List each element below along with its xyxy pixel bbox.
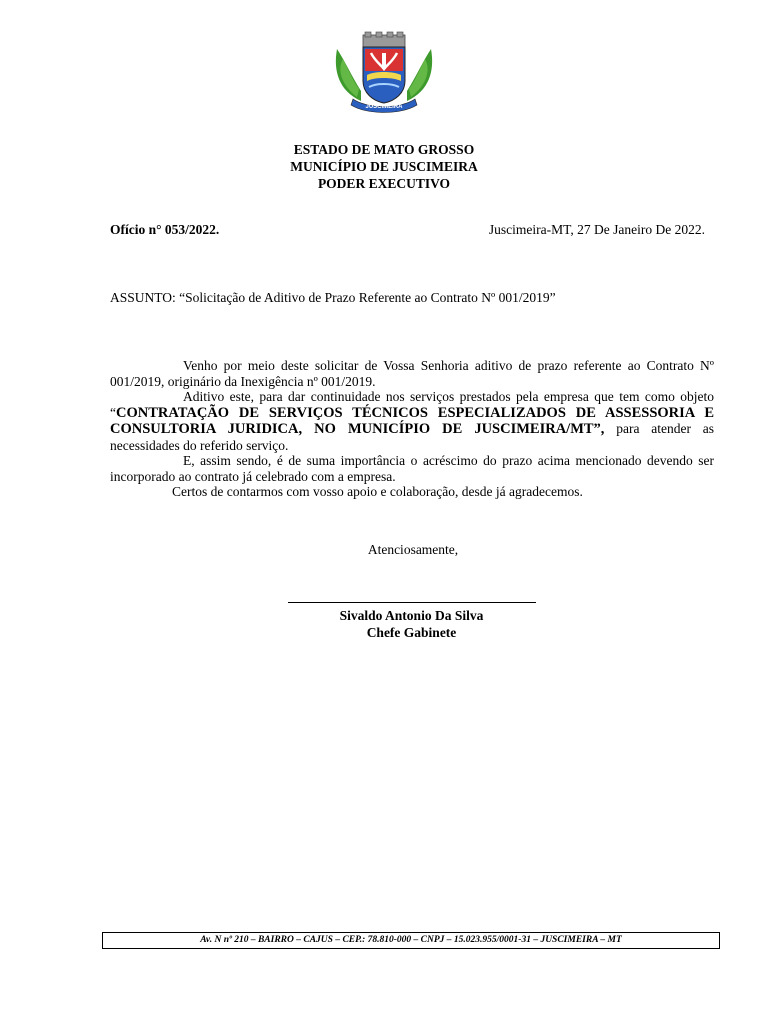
signer-title: Chefe Gabinete — [366, 625, 457, 640]
oficio-number: Ofício n° 053/2022. — [110, 222, 220, 237]
signature-line — [288, 602, 536, 603]
paragraph-importance: E, assim sendo, é de suma importância o acréscimo do prazo acima mencionado devendo ser incorporado ao contrato já celebrado com a empresa. — [110, 453, 714, 484]
paragraph-thanks: Certos de contarmos com vosso apoio e colaboração, desde já agradecemos. — [172, 484, 583, 499]
header-branch: PODER EXECUTIVO — [317, 176, 451, 191]
signer-name: Sivaldo Antonio Da Silva — [339, 608, 484, 623]
subject-line: ASSUNTO: “Solicitação de Aditivo de Prazo Referente ao Contrato Nº 001/2019” — [110, 290, 556, 305]
footer-address: Av. N nº 210 – BAIRRO – CAJUS – CEP.: 78.810-000 – CNPJ – 15.023.955/0001-31 – JUSCIMEIRA – MT — [102, 932, 720, 949]
municipal-coat-of-arms — [331, 31, 437, 113]
letter-body — [110, 358, 714, 500]
closing-salutation: Atenciosamente, — [367, 542, 459, 557]
crest-banner-text: JUSCIMEIRA — [365, 104, 403, 110]
signer-block — [0, 607, 768, 641]
contract-object-bold: CONTRATAÇÃO DE SERVIÇOS TÉCNICOS ESPECIALIZADOS DE ASSESSORIA E CONSULTORIA JURIDICA, NO MUNICÍPIO DE JUSCIMEIRA/MT”, — [110, 404, 714, 437]
paragraph-object-start: Aditivo este, para dar continuidade nos serviços prestados pela empresa que tem como objeto “ — [110, 389, 714, 420]
header-state: ESTADO DE MATO GROSSO — [293, 142, 475, 157]
paragraph-request: Venho por meio deste solicitar de Vossa Senhoria aditivo de prazo referente ao Contrato Nº 001/2019, originário da Inexigência nº 001/2019. — [110, 358, 714, 389]
paragraph-object-end: para atender as necessidades do referido serviço. — [110, 421, 714, 453]
letter-date: Juscimeira-MT, 27 De Janeiro De 2022. — [488, 222, 705, 237]
paragraph-object — [110, 389, 714, 453]
header-municipality: MUNICÍPIO DE JUSCIMEIRA — [290, 159, 478, 174]
letterhead — [0, 141, 768, 192]
